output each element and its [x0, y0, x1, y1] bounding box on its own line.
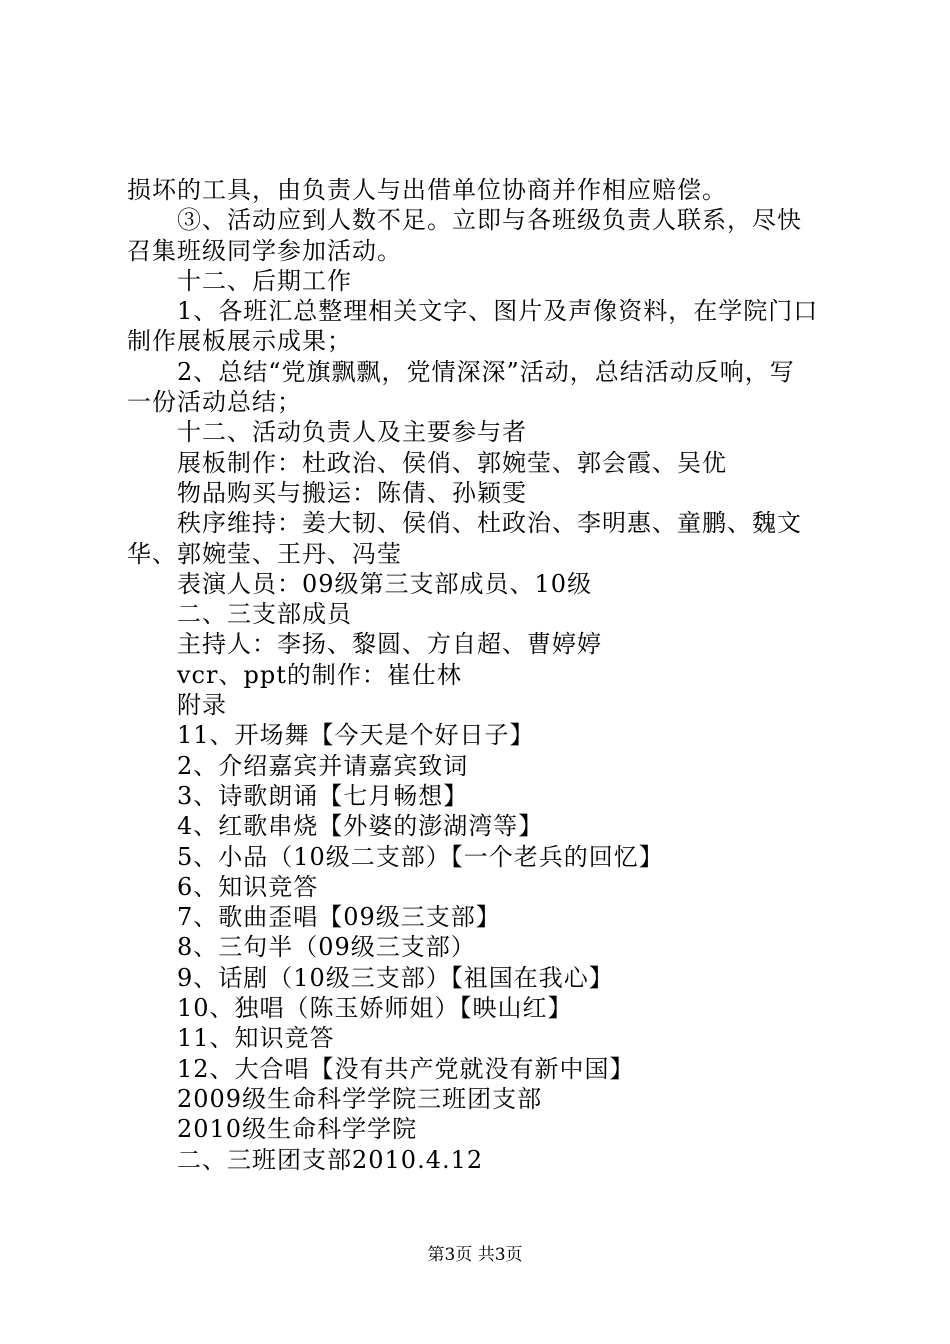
text-line: 10、独唱（陈玉娇师姐）【映山红】 [177, 994, 573, 1023]
text-line: 1、各班汇总整理相关文字、图片及声像资料，在学院门口 [177, 297, 819, 326]
text-line: 3、诗歌朗诵【七月畅想】 [177, 781, 469, 810]
text-line: 表演人员：09级第三支部成员、10级 [177, 569, 593, 598]
text-line: 2、介绍嘉宾并请嘉宾致词 [177, 751, 469, 780]
text-line: 12、大合唱【没有共产党就没有新中国】 [177, 1054, 635, 1083]
text-line: 11、开场舞【今天是个好日子】 [177, 721, 535, 750]
text-line: 8、三句半（09级三支部） [177, 933, 476, 962]
text-line: 展板制作：杜政治、侯俏、郭婉莹、郭会霞、吴优 [177, 448, 727, 477]
text-line: 2009级生命科学学院三班团支部 [177, 1084, 543, 1113]
text-line: 11、知识竞答 [177, 1024, 335, 1053]
text-line: 一份活动总结； [127, 388, 302, 417]
text-line: 主持人：李扬、黎圆、方自超、曹婷婷 [177, 630, 602, 659]
document-body [127, 175, 837, 1175]
text-line: 2、总结“党旗飘飘，党情深深”活动，总结活动反响，写 [177, 357, 795, 386]
text-line: 制作展板展示成果； [127, 327, 352, 356]
text-line: 华、郭婉莹、王丹、冯莹 [127, 539, 402, 568]
text-line: ③、活动应到人数不足。立即与各班级负责人联系，尽快 [177, 206, 802, 235]
text-line: 7、歌曲歪唱【09级三支部】 [177, 903, 501, 932]
text-line: vcr、ppt的制作：崔仕林 [177, 660, 462, 689]
text-line: 召集班级同学参加活动。 [127, 236, 402, 265]
text-line: 二、三班团支部2010.4.12 [177, 1145, 484, 1174]
text-line: 损坏的工具，由负责人与出借单位协商并作相应赔偿。 [127, 176, 727, 204]
text-line: 物品购买与搬运：陈倩、孙颖雯 [177, 478, 527, 507]
text-line: 十二、后期工作 [177, 266, 352, 295]
text-line: 6、知识竞答 [177, 872, 319, 901]
text-line: 二、三支部成员 [177, 600, 352, 629]
text-line: 5、小品（10级二支部）【一个老兵的回忆】 [177, 842, 664, 871]
text-line: 4、红歌串烧【外婆的澎湖湾等】 [177, 812, 544, 841]
text-line: 附录 [177, 691, 227, 720]
text-line: 2010级生命科学学院 [177, 1115, 418, 1144]
text-line: 9、话剧（10级三支部）【祖国在我心】 [177, 963, 614, 992]
text-line: 秩序维持：姜大韧、侯俏、杜政治、李明惠、童鹏、魏文 [177, 509, 802, 538]
text-line: 十二、活动负责人及主要参与者 [177, 418, 527, 447]
page-footer: 第3页 共3页 [427, 1245, 523, 1265]
